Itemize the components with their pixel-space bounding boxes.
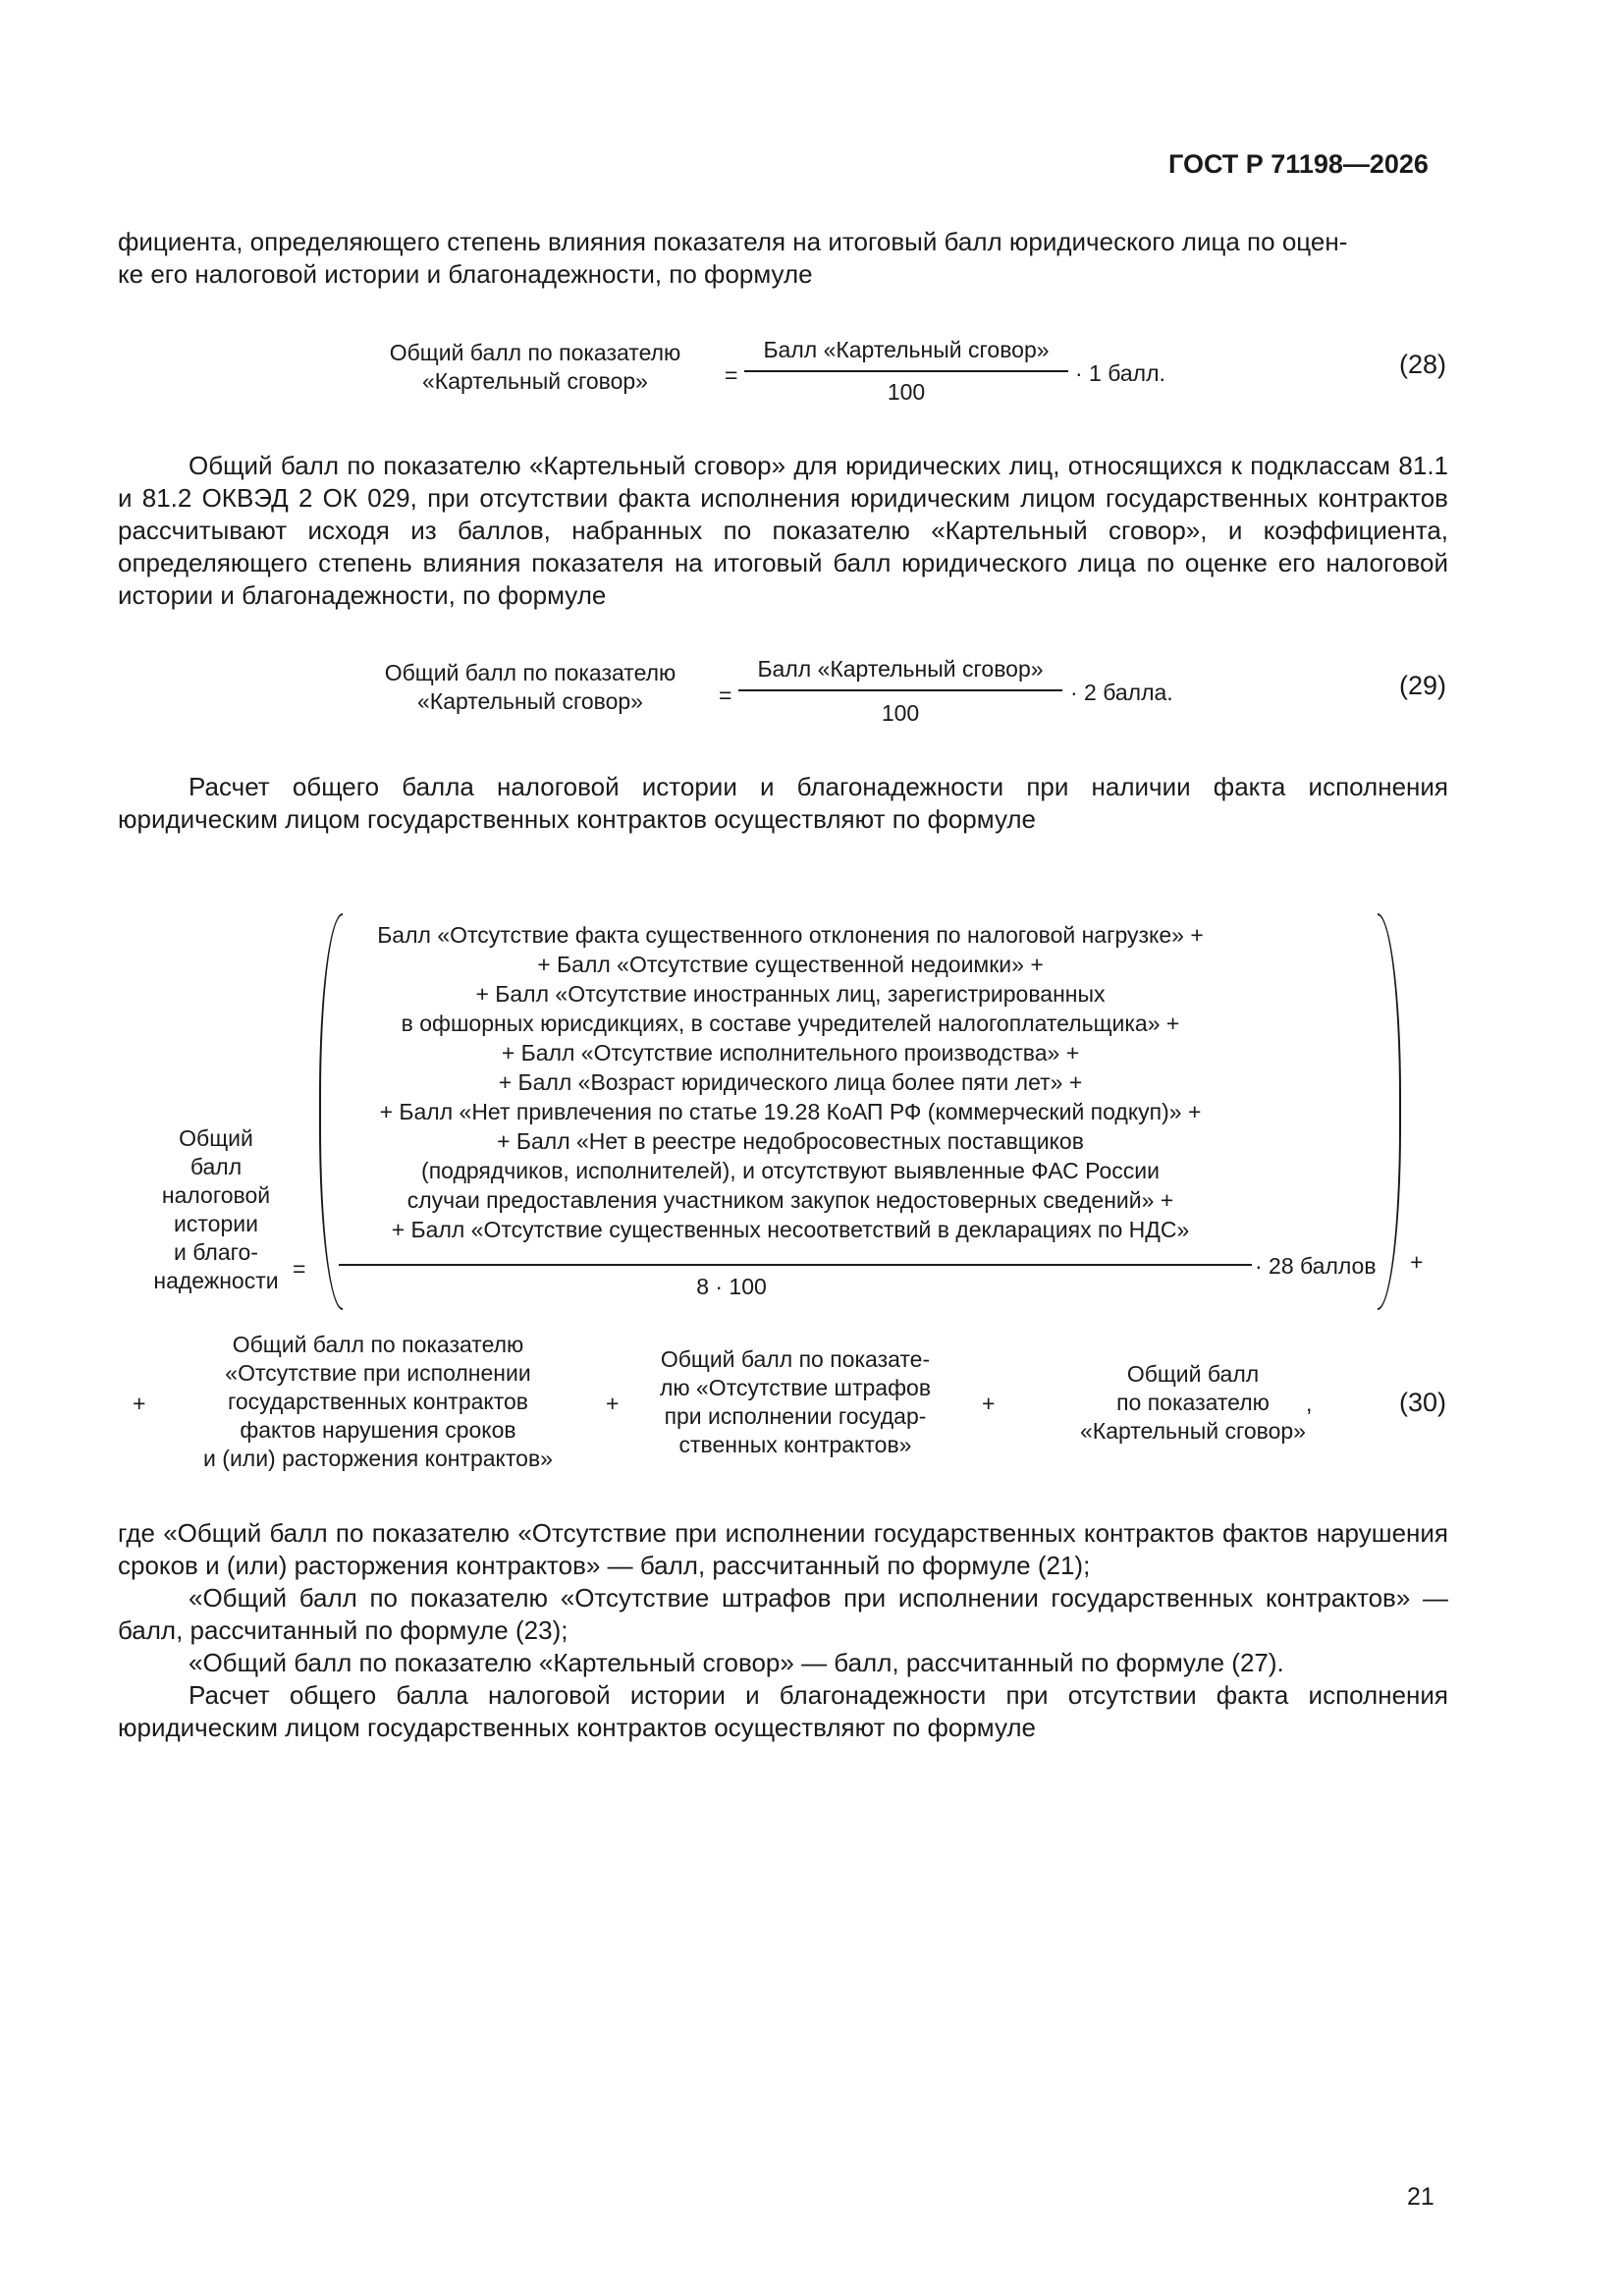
where-clause: где «Общий балл по показателю «Отсутствие при исполнении государственных контрактов фактов нарушения сроков и (или) расторжения контрактов» — балл, рассчитанный по формуле (21); [118, 1518, 1448, 1580]
plus-sign: + [606, 1391, 620, 1416]
formula-numerator: Балл «Картельный сговор» [763, 337, 1050, 362]
formula-lhs [373, 339, 697, 396]
plus-sign: + [982, 1391, 996, 1416]
term-line: фактов нарушения сроков [240, 1417, 516, 1443]
formula-lhs-line: «Картельный сговор» [422, 368, 648, 394]
fraction-line [744, 370, 1068, 372]
formula-term [157, 1331, 599, 1473]
term-line: Общий балл [1126, 1361, 1260, 1387]
equation-number: (29) [1399, 671, 1447, 700]
formula-numerator [324, 920, 1257, 1244]
plus-sign: + [133, 1391, 146, 1416]
numerator-line: + Балл «Отсутствие иностранных лиц, зарегистрированных [475, 981, 1106, 1007]
equals-sign: = [293, 1256, 306, 1282]
term-line: государственных контрактов [227, 1389, 529, 1414]
formula-denominator: 100 [887, 379, 926, 405]
formula-denominator: 8 · 100 [696, 1274, 767, 1299]
numerator-line: в офшорных юрисдикциях, в составе учредителей налогоплательщика» + [401, 1011, 1180, 1036]
equation-number: (28) [1399, 350, 1447, 379]
comma: , [1306, 1391, 1313, 1416]
paragraph: Расчет общего балла налоговой истории и благонадежности при отсутствии факта исполнения юридическим лицом государственных контрактов осуществляют по формуле [118, 1680, 1448, 1742]
plus-sign: + [1410, 1249, 1424, 1275]
formula-lhs [133, 1124, 299, 1295]
formula-multiplier: · 28 баллов [1255, 1253, 1377, 1279]
term-line: ственных контрактов» [678, 1432, 912, 1457]
paragraph-continuation [118, 226, 1448, 291]
document-header: ГОСТ Р 71198—2026 [1168, 149, 1429, 179]
term-line: лю «Отсутствие штрафов [659, 1375, 932, 1400]
formula-term [633, 1345, 957, 1459]
numerator-line: + Балл «Отсутствие исполнительного производства» + [501, 1040, 1080, 1066]
numerator-line: (подрядчиков, исполнителей), и отсутствуют выявленные ФАС России [421, 1158, 1160, 1183]
formula-lhs-line: балл [189, 1154, 243, 1179]
numerator-line: + Балл «Возраст юридического лица более пяти лет» + [498, 1069, 1083, 1095]
numerator-line: + Балл «Отсутствие существенных несоответствий в декларациях по НДС» [391, 1217, 1190, 1242]
where-clause: «Общий балл по показателю «Отсутствие штрафов при исполнении государственных контрактов» — балл, рассчитанный по формуле (23); [118, 1583, 1448, 1645]
formula-lhs-line: надежности [153, 1268, 279, 1293]
numerator-line: + Балл «Нет привлечения по статье 19.28 КоАП РФ (коммерческий подкуп)» + [379, 1099, 1202, 1124]
term-line: по показателю [1116, 1390, 1270, 1415]
equals-sign: = [719, 683, 732, 708]
equals-sign: = [725, 362, 738, 388]
term-line: Общий балл по показате- [660, 1346, 931, 1372]
formula-denominator: 100 [881, 700, 920, 726]
fraction-line [339, 1264, 1252, 1266]
formula-numerator: Балл «Картельный сговор» [757, 656, 1044, 682]
fraction-line [738, 689, 1062, 691]
formula-lhs-line: истории [174, 1211, 258, 1236]
paragraph: Общий балл по показателю «Картельный сговор» для юридических лиц, относящихся к подклассам 81.1 и 81.2 ОКВЭД 2 ОК 029, при отсутствии факта исполнения юридическим лицом государственных контрактов рассчитывают исходя из баллов, набранных по показателю «Картельный сговор», и коэффициента, определяющего степень влияния показателя на итоговый балл юридического лица по оценке его налоговой истории и благонадежности, по формуле [118, 451, 1448, 610]
formula-lhs-line: Общий [179, 1125, 253, 1151]
formula-lhs [368, 659, 692, 716]
where-clause: «Общий балл по показателю «Картельный сговор» — балл, рассчитанный по формуле (27). [189, 1648, 1284, 1677]
numerator-line: Балл «Отсутствие факта существенного отклонения по налоговой нагрузке» + [377, 922, 1204, 948]
page-number: 21 [1407, 2183, 1434, 2211]
numerator-line: случаи предоставления участником закупок недостоверных сведений» + [406, 1187, 1174, 1213]
formula-multiplier: · 1 балл. [1075, 360, 1165, 386]
formula-term [1011, 1360, 1375, 1446]
numerator-line: + Балл «Нет в реестре недобросовестных поставщиков [497, 1128, 1084, 1154]
formula-lhs-line: Общий балл по показателю [384, 660, 676, 685]
right-parenthesis [1378, 913, 1401, 1310]
equation-number: (30) [1399, 1388, 1447, 1417]
term-line: «Отсутствие при исполнении [225, 1360, 531, 1386]
term-line: «Картельный сговор» [1080, 1418, 1306, 1444]
paragraph-line: фициента, определяющего степень влияния показателя на итоговый балл юридического лица по оцен- [118, 227, 1348, 256]
term-line: Общий балл по показателю [232, 1332, 524, 1357]
term-line: и (или) расторжения контрактов» [203, 1446, 553, 1471]
formula-lhs-line: налоговой [161, 1182, 271, 1208]
formula-lhs-line: «Картельный сговор» [417, 688, 643, 714]
formula-lhs-line: Общий балл по показателю [389, 340, 681, 365]
numerator-line: + Балл «Отсутствие существенной недоимки» + [537, 952, 1044, 977]
paragraph-line: ке его налоговой истории и благонадежности, по формуле [118, 259, 813, 289]
formula-multiplier: · 2 балла. [1070, 680, 1173, 705]
paragraph: Расчет общего балла налоговой истории и благонадежности при наличии факта исполнения юридическим лицом государственных контрактов осуществляют по формуле [118, 772, 1448, 834]
formula-lhs-line: и благо- [174, 1239, 258, 1265]
term-line: при исполнении государ- [664, 1403, 927, 1429]
